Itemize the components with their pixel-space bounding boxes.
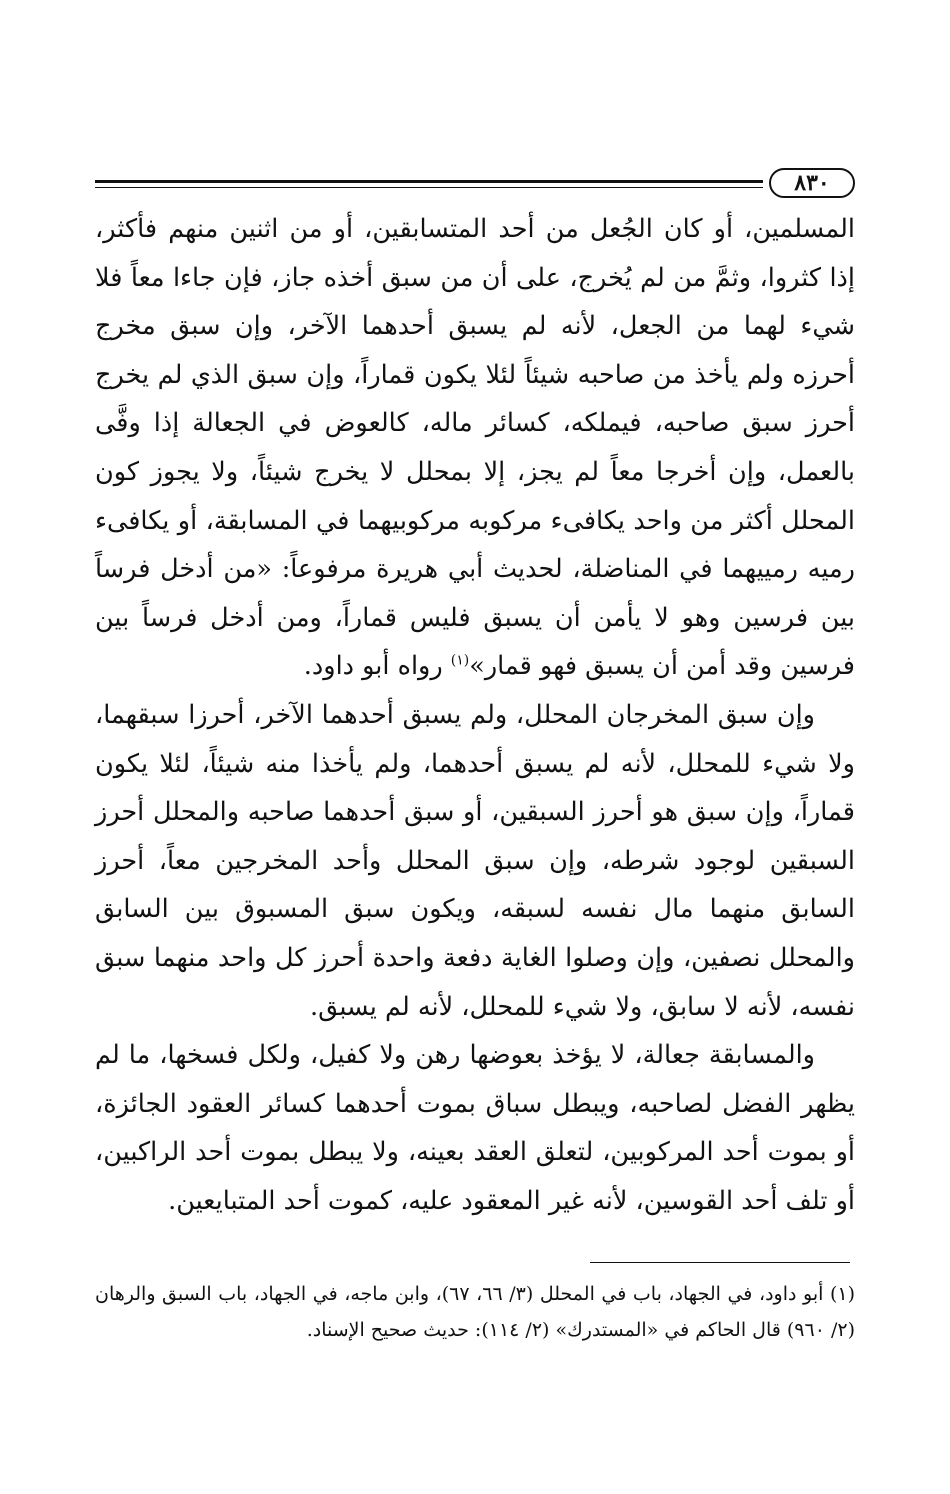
header-rule-thin: [95, 187, 763, 188]
paragraph-1-text: المسلمين، أو كان الجُعل من أحد المتسابقين، أو من اثنين منهم فأكثر، إذا كثروا، وثمَّ من لم يُخرج، على أن من سبق أخذه جاز، فإن جاءا معاً فلا شيء لهما من الجعل، لأنه لم يسبق أحدهما الآخر، وإن سبق مخرج أحرزه ولم يأخذ من صاحبه شيئاً لئلا يكون قماراً، وإن سبق الذي لم يخرج أحرز سبق صاحبه، فيملكه، كسائر ماله، كالعوض في الجعالة إذا وفَّى بالعمل، وإن أخرجا معاً لم يجز، إلا بمحلل لا يخرج شيئاً، ولا يجوز كون المحلل أكثر من واحد يكافىء مركوبه مركوبيهما في المسابقة، أو يكافىء رميه رمييهما في المناضلة، لحديث أبي هريرة مرفوعاً: «من أدخل فرساً بين فرسين وهو لا يأمن أن يسبق فليس قماراً، ومن أدخل فرساً بين فرسين وقد أمن أن يسبق فهو قمار»: [95, 214, 855, 682]
paragraph-1: [95, 205, 855, 691]
main-text: [95, 205, 855, 1225]
footnote-1: (١) أبو داود، في الجهاد، باب في المحلل (٣/ ٦٦، ٦٧)، وابن ماجه، في الجهاد، باب السبق والرهان (٢/ ٩٦٠) قال الحاكم في «المستدرك» (٢/ ١١٤): حديث صحيح الإسناد.: [95, 1283, 856, 1341]
header-rule: [95, 180, 763, 183]
paragraph-2: وإن سبق المخرجان المحلل، ولم يسبق أحدهما الآخر، أحرزا سبقهما، ولا شيء للمحلل، لأنه لم يسبق أحدهما، ولم يأخذا منه شيئاً، لئلا يكون قماراً، وإن سبق هو أحرز السبقين، أو سبق أحدهما صاحبه والمحلل أحرز السبقين لوجود شرطه، وإن سبق المحلل وأحد المخرجين معاً، أحرز السابق منهما مال نفسه لسبقه، ويكون سبق المسبوق بين السابق والمحلل نصفين، وإن وصلوا الغاية دفعة واحدة أحرز كل واحد منهما سبق نفسه، لأنه لا سابق، ولا شيء للمحلل، لأنه لم يسبق.: [95, 699, 855, 1022]
footnote-divider: [590, 1262, 850, 1263]
paragraph-3: والمسابقة جعالة، لا يؤخذ بعوضها رهن ولا كفيل، ولكل فسخها، ما لم يظهر الفضل لصاحبه، ويبطل سباق بموت أحدهما كسائر العقود الجائزة، أو بموت أحد المركوبين، لتعلق العقد بعينه، ولا يبطل بموت أحد الراكبين، أو تلف أحد القوسين، لأنه غير المعقود عليه، كموت أحد المتبايعين.: [95, 1040, 855, 1216]
paragraph-1-text-end: رواه أبو داود.: [303, 651, 451, 682]
footnote-reference[interactable]: (١): [450, 652, 470, 669]
page-header: [95, 168, 855, 202]
footnotes: [95, 1276, 855, 1348]
page-number: ٨٣٠: [769, 168, 855, 198]
